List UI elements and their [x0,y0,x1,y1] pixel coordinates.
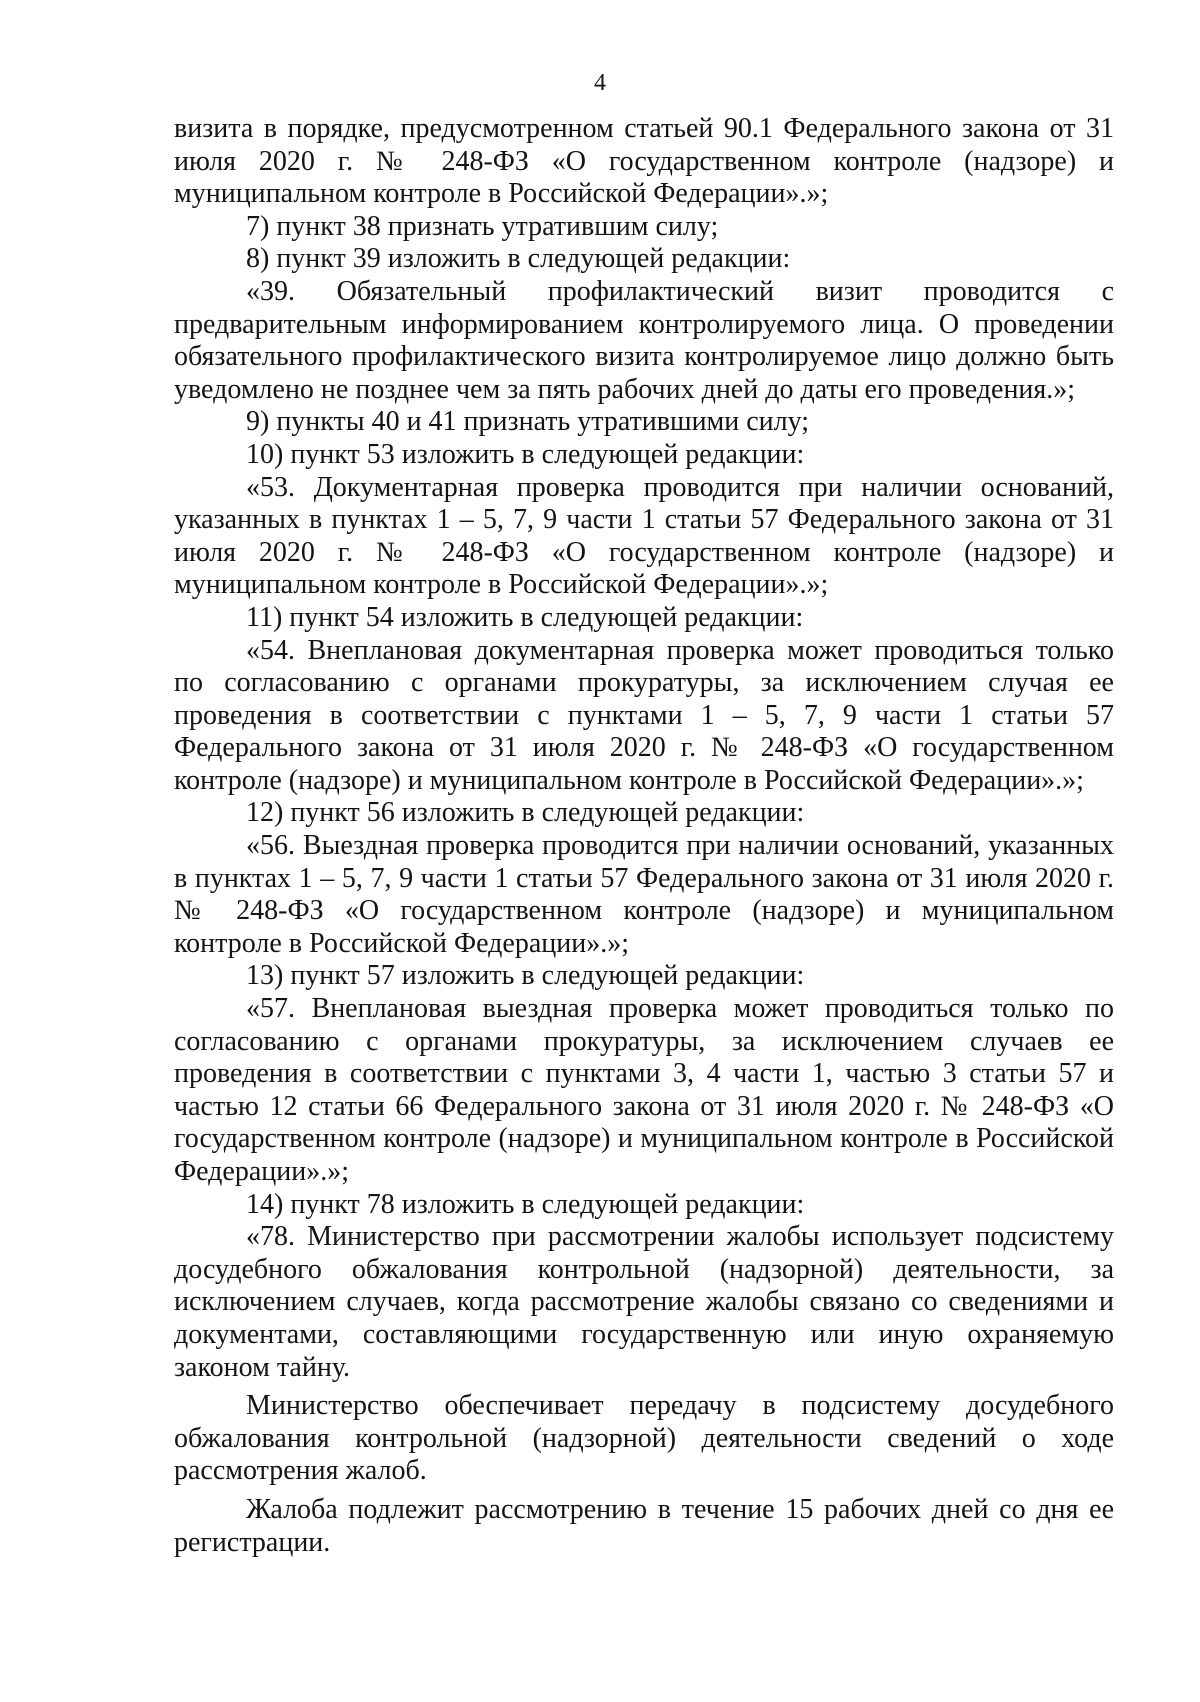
item-10: 10) пункт 53 изложить в следующей редакции: [246,438,805,470]
clause-56-text: «56. Выездная проверка проводится при наличии оснований, указанных в пунктах 1 – 5, 7, 9 части 1 статьи 57 Федерального закона от 31 июля 2020 г. № 248-ФЗ «О государственном контроле (надзоре) и муниципальном контроле в Российской Федерации».»; [174,830,1114,959]
clause-53-text: «53. Документарная проверка проводится при наличии оснований, указанных в пунктах 1 – 5, 7, 9 части 1 статьи 57 Федерального закона от 31 июля 2020 г. № 248-ФЗ «О государственном контроле (надзоре) и муниципальном контроле в Российской Федерации».»; [174,471,1114,601]
item-14: 14) пункт 78 изложить в следующей редакции: [246,1188,805,1220]
clause-39-text: «39. Обязательный профилактический визит проводится с предварительным информированием контролируемого лица. О проведении обязательного профилактического визита контролируемое лицо должно быть уведомлено не позднее чем за пять рабочих дней до даты его проведения.»; [174,275,1114,405]
clause-54-text: «54. Внеплановая документарная проверка может проводиться только по согласованию с органами прокуратуры, за исключением случая ее проведения в соответствии с пунктами 1 – 5, 7, 9 части 1 статьи 57 Федерального закона от 31 июля 2020 г. № 248-ФЗ «О государственном контроле (надзоре) и муниципальном контроле в Российской Федерации».»; [174,634,1114,796]
item-7: 7) пункт 38 признать утратившим силу; [246,210,719,242]
item-12: 12) пункт 56 изложить в следующей редакции: [246,797,805,829]
clause-78-text: «78. Министерство при рассмотрении жалобы использует подсистему досудебного обжалования контрольной (надзорной) деятельности, за исключением случаев, когда рассмотрение жалобы связано со сведениями и документами, составляющими государственную или иную охраняемую законом тайну. [174,1221,1114,1383]
document-body [174,113,1114,1559]
item-8: 8) пункт 39 изложить в следующей редакции: [246,243,791,275]
clause-78-paragraph-2: Министерство обеспечивает передачу в подсистему досудебного обжалования контрольной (надзорной) деятельности сведений о ходе рассмотрения жалоб. [174,1390,1114,1487]
item-13: 13) пункт 57 изложить в следующей редакции: [246,960,805,992]
paragraph-continuation: визита в порядке, предусмотренном статьей 90.1 Федерального закона от 31 июля 2020 г. № 248-ФЗ «О государственном контроле (надзоре) и муниципальном контроле в Российской Федерации».»; [174,113,1114,210]
item-11: 11) пункт 54 изложить в следующей редакции: [246,601,804,633]
clause-57-text: «57. Внеплановая выездная проверка может проводиться только по согласованию с органами прокуратуры, за исключением случаев ее проведения в соответствии с пунктами 3, 4 части 1, частью 3 статьи 57 и частью 12 статьи 66 Федерального закона от 31 июля 2020 г. № 248-ФЗ «О государственном контроле (надзоре) и муниципальном контроле в Российской Федерации».»; [174,993,1114,1187]
page-number: 4 [594,70,606,96]
item-9: 9) пункты 40 и 41 признать утратившими силу; [246,406,810,438]
clause-78-paragraph-3: Жалоба подлежит рассмотрению в течение 15 рабочих дней со дня ее регистрации. [174,1493,1114,1558]
